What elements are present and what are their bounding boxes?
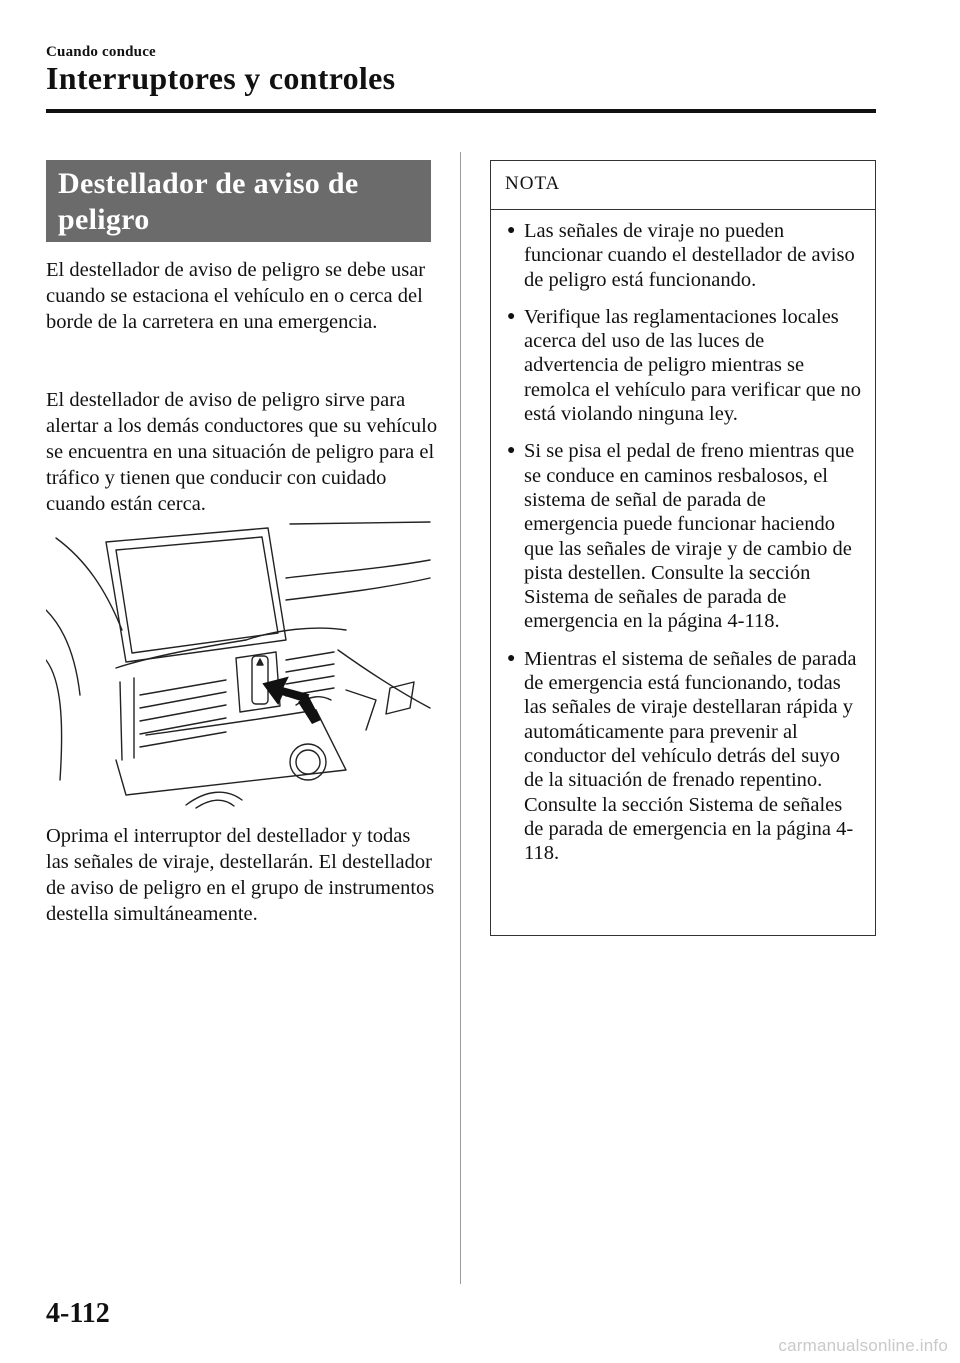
note-item	[491, 439, 875, 633]
running-header-section: Cuando conduce	[46, 44, 156, 60]
note-item-text: Mientras el sistema de señales de parada de emergencia está funcionando, todas las señales de viraje destellaran rápida y automáticamente para prevenir al conductor del vehículo detrás del suyo de la situación de frenado repentino. Consulte la sección Sistema de señales de parada de emergencia en la página 4-118.	[524, 647, 857, 865]
column-divider	[460, 152, 461, 1284]
section-title-line-2: peligro	[58, 203, 150, 236]
note-box	[490, 160, 876, 936]
instruction-paragraph: Oprima el interruptor del destellador y todas las señales de viraje, destellarán. El destellador de aviso de peligro en el grupo de instrumentos destella simultáneamente.	[46, 825, 435, 925]
bullet-dot-icon: ●	[507, 650, 516, 666]
note-item-text: Las señales de viraje no pueden funcionar cuando el destellador de aviso de peligro está funcionando.	[524, 220, 855, 291]
note-list	[491, 219, 875, 878]
note-item	[491, 647, 875, 866]
header-rule	[46, 109, 876, 113]
section-title-line-1: Destellador de aviso de	[58, 167, 359, 200]
note-item	[491, 219, 875, 292]
hazard-switch-illustration	[46, 520, 432, 810]
note-label: NOTA	[505, 173, 561, 194]
note-item	[491, 305, 875, 426]
section-heading-box	[46, 160, 431, 242]
intro-paragraph: El destellador de aviso de peligro se debe usar cuando se estaciona el vehículo en o cerca del borde de la carretera en una emergencia.	[46, 259, 426, 333]
note-item-text: Si se pisa el pedal de freno mientras que se conduce en caminos resbalosos, el sistema de señal de parada de emergencia puede funcionar haciendo que las señales de viraje y de cambio de pista destellen. Consulte la sección Sistema de señales de parada de emergencia en la página 4-118.	[524, 440, 855, 633]
bullet-dot-icon: ●	[507, 223, 516, 238]
note-divider	[491, 209, 875, 210]
running-header-title: Interruptores y controles	[46, 60, 396, 96]
note-item-text: Verifique las reglamentaciones locales acerca del uso de las luces de advertencia de peligro mientras se remolca el vehículo para verificar que no está violando ninguna ley.	[524, 305, 861, 426]
watermark: carmanualsonline.info	[778, 1336, 948, 1355]
purpose-paragraph: El destellador de aviso de peligro sirve para alertar a los demás conductores que su vehículo se encuentra en una situación de peligro para el tráfico y tienen que conducir con cuidado cuando están cerca.	[46, 389, 438, 515]
page-number: 4-112	[46, 1298, 110, 1329]
bullet-dot-icon: ●	[507, 308, 516, 324]
bullet-dot-icon: ●	[507, 443, 516, 459]
